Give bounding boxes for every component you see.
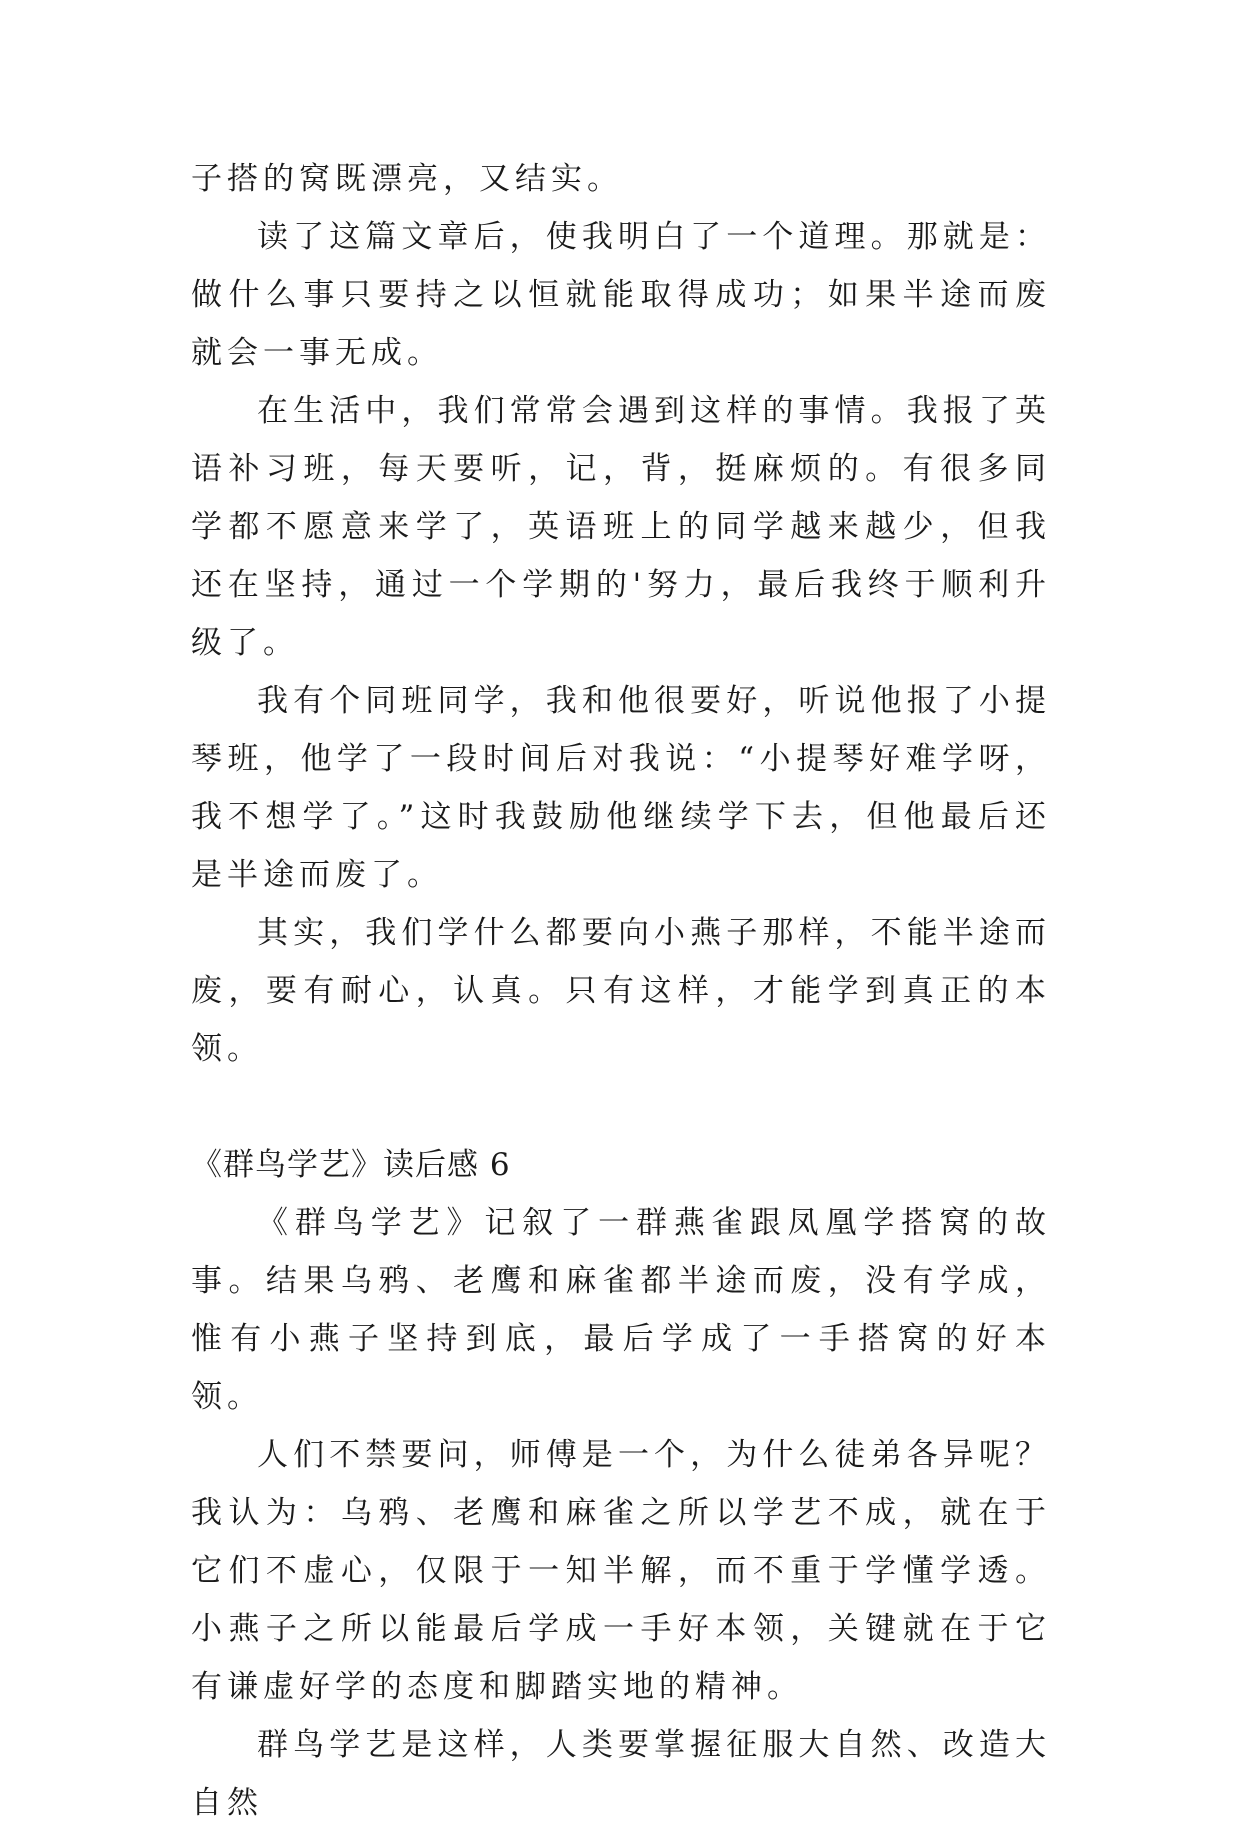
section-heading: 《群鸟学艺》读后感 6 (191, 1147, 511, 1183)
paragraph-violin-classmate: 我有个同班同学，我和他很要好，听说他报了小提琴班，他学了一段时间后对我说：“小提琴好难学呀，我不想学了。”这时我鼓励他继续学下去，但他最后还是半途而废了。 (191, 683, 1051, 893)
paragraph-lesson: 读了这篇文章后，使我明白了一个道理。那就是：做什么事只要持之以恒就能取得成功；如果半途而废就会一事无成。 (191, 219, 1051, 371)
paragraph-story-summary: 《群鸟学艺》记叙了一群燕雀跟凤凰学搭窝的故事。结果乌鸦、老鹰和麻雀都半途而废，没有学成，惟有小燕子坚持到底，最后学成了一手搭窝的好本领。 (191, 1205, 1051, 1415)
section-spacer (191, 1078, 1051, 1136)
paragraph-closing-partial: 群鸟学艺是这样，人类要掌握征服大自然、改造大自然 (191, 1727, 1051, 1821)
paragraph-english-class: 在生活中，我们常常会遇到这样的事情。我报了英语补习班，每天要听，记，背，挺麻烦的。有很多同学都不愿意来学了，英语班上的同学越来越少，但我还在坚持，通过一个学期的'努力，最后我终于顺利升级了。 (191, 393, 1051, 661)
paragraph-analysis: 人们不禁要问，师傅是一个，为什么徒弟各异呢？我认为：乌鸦、老鹰和麻雀之所以学艺不成，就在于它们不虚心，仅限于一知半解，而不重于学懂学透。小燕子之所以能最后学成一手好本领，关键就在于它有谦虚好学的态度和脚踏实地的精神。 (191, 1437, 1051, 1705)
document-body (191, 150, 1051, 1832)
continuation-paragraph: 子搭的窝既漂亮，又结实。 (191, 161, 623, 197)
paragraph-conclusion: 其实，我们学什么都要向小燕子那样，不能半途而废，要有耐心，认真。只有这样，才能学到真正的本领。 (191, 915, 1051, 1067)
